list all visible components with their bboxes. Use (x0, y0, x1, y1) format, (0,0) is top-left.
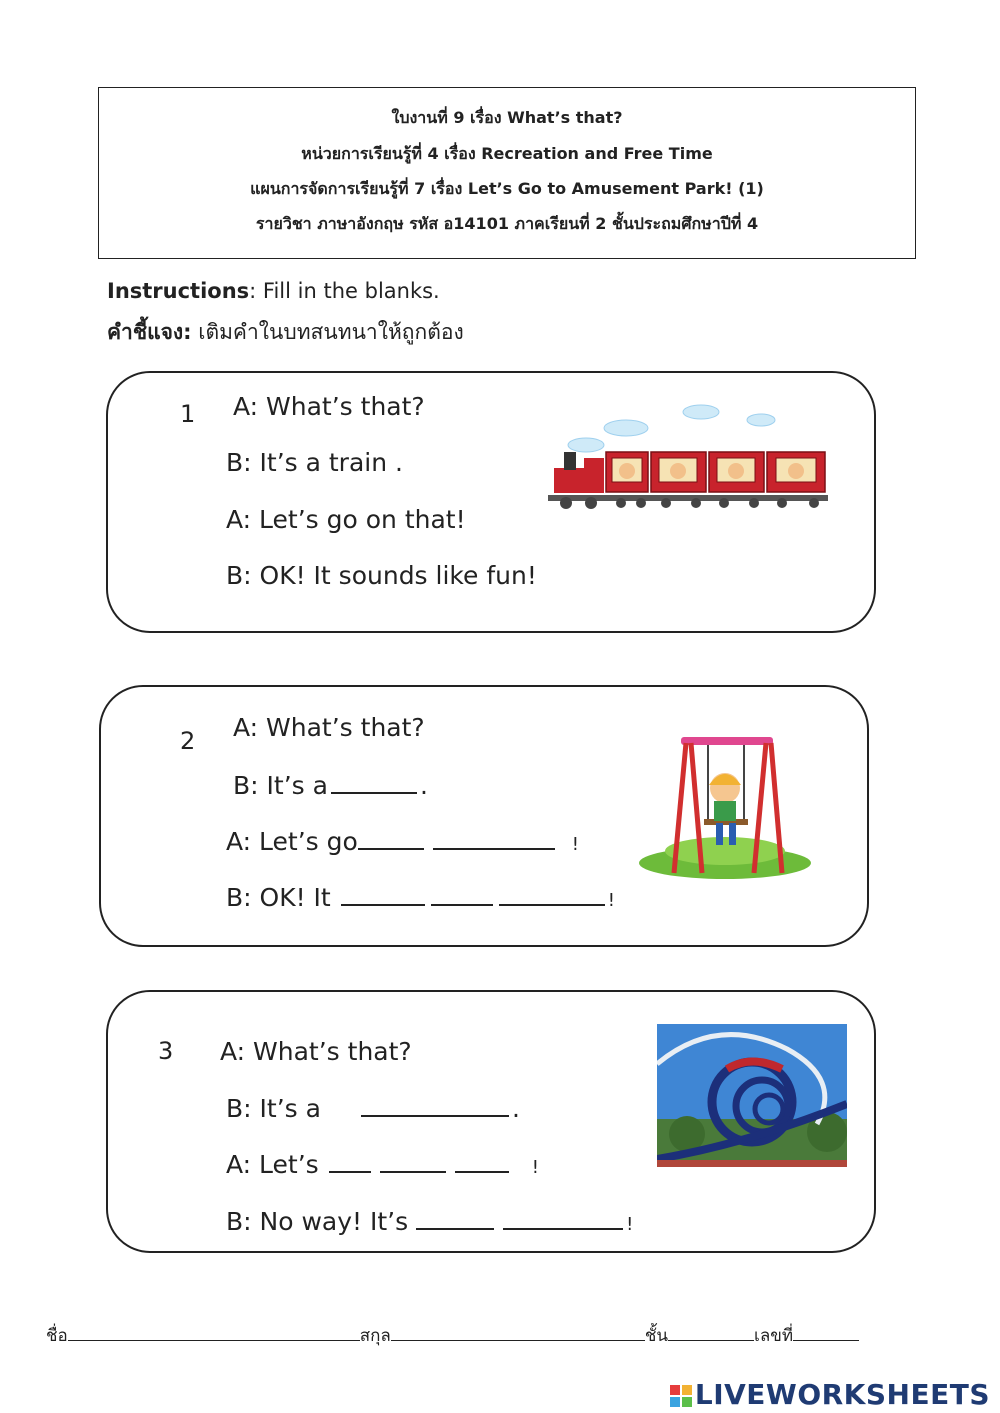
cloud-icon (568, 405, 775, 452)
dialogue-2-line-4 (226, 882, 615, 912)
dialogue-3-line-3-end: ! (531, 1157, 539, 1178)
dialogue-3-line-2-end: . (511, 1094, 520, 1123)
dialogue-1-line-1: A: What’s that? (233, 392, 425, 421)
answer-blank[interactable] (499, 882, 605, 906)
answer-blank[interactable] (358, 826, 424, 850)
item-number-3: 3 (158, 1037, 174, 1065)
unit-title: หน่วยการเรียนรู้ที่ 4 เรื่อง Recreation and Free Time (301, 144, 713, 163)
logo-text: LIVEWORKSHEETS (694, 1378, 990, 1411)
class-field[interactable] (668, 1324, 754, 1341)
dialogue-2-line-3 (226, 826, 579, 856)
dialogue-2-line-1: A: What’s that? (233, 713, 425, 742)
instructions-en-text: : Fill in the blanks. (249, 279, 440, 303)
course-info: รายวิชา ภาษาอังกฤษ รหัส อ14101 ภาคเรียนที่ 2 ชั้นประถมศึกษาปีที่ 4 (255, 214, 759, 233)
dialogue-2-line-2-end: . (419, 771, 428, 800)
dialogue-3-line-3 (226, 1149, 539, 1179)
dialogue-3-line-2-text: B: It’s a (226, 1094, 321, 1123)
surname-field[interactable] (391, 1324, 645, 1341)
dialogue-3-line-2 (226, 1093, 520, 1123)
dialogue-1-line-2: B: It’s a train . (226, 448, 403, 477)
liveworksheets-logo (670, 1378, 990, 1411)
answer-blank[interactable] (329, 1149, 371, 1173)
roller-coaster-image (657, 1024, 847, 1167)
item-number-2: 2 (180, 727, 196, 755)
answer-blank[interactable] (361, 1093, 509, 1117)
student-info-row (46, 1322, 859, 1349)
dialogue-1-line-3: A: Let’s go on that! (226, 505, 466, 534)
dialogue-1-line-4: B: OK! It sounds like fun! (226, 561, 537, 590)
header-box (98, 87, 916, 259)
swing-image (636, 733, 814, 883)
name-label: ชื่อ (46, 1326, 68, 1346)
instructions-th (107, 316, 464, 349)
worksheet-title: ใบงานที่ 9 เรื่อง What’s that? (391, 108, 623, 127)
lesson-plan-title: แผนการจัดการเรียนรู้ที่ 7 เรื่อง Let’s Go to Amusement Park! (1) (250, 179, 764, 198)
dialogue-2-line-4-end: ! (607, 890, 615, 911)
logo-badge-icon (670, 1385, 692, 1407)
number-field[interactable] (793, 1324, 859, 1341)
answer-blank[interactable] (433, 826, 555, 850)
answer-blank[interactable] (380, 1149, 446, 1173)
class-label: ชั้น (644, 1326, 669, 1346)
dialogue-2-line-2 (233, 770, 428, 800)
instructions-en-label: Instructions (107, 279, 250, 303)
instructions-th-label: คำชี้แจง: (107, 320, 192, 344)
answer-blank[interactable] (503, 1206, 623, 1230)
dialogue-2-line-4-text: B: OK! It (226, 883, 331, 912)
dialogue-3-line-1: A: What’s that? (220, 1037, 412, 1066)
answer-blank[interactable] (455, 1149, 509, 1173)
dialogue-3-line-4 (226, 1206, 633, 1236)
number-label: เลขที่ (754, 1326, 794, 1346)
answer-blank[interactable] (331, 770, 417, 794)
instructions-th-text: เติมคำในบทสนทนาให้ถูกต้อง (191, 320, 464, 344)
answer-blank[interactable] (416, 1206, 494, 1230)
dialogue-2-line-2-text: B: It’s a (233, 771, 328, 800)
dialogue-3-line-3-text: A: Let’s (226, 1150, 319, 1179)
answer-blank[interactable] (431, 882, 493, 906)
dialogue-2-line-3-end: ! (571, 834, 580, 855)
instructions-en (107, 279, 440, 303)
train-image (546, 400, 831, 525)
item-number-1: 1 (180, 400, 196, 428)
dialogue-2-line-3-text: A: Let’s go (226, 827, 358, 856)
answer-blank[interactable] (341, 882, 425, 906)
dialogue-3-line-4-text: B: No way! It’s (226, 1207, 409, 1236)
surname-label: สกุล (359, 1326, 391, 1346)
dialogue-3-line-4-end: ! (626, 1214, 634, 1235)
name-field[interactable] (68, 1324, 360, 1341)
